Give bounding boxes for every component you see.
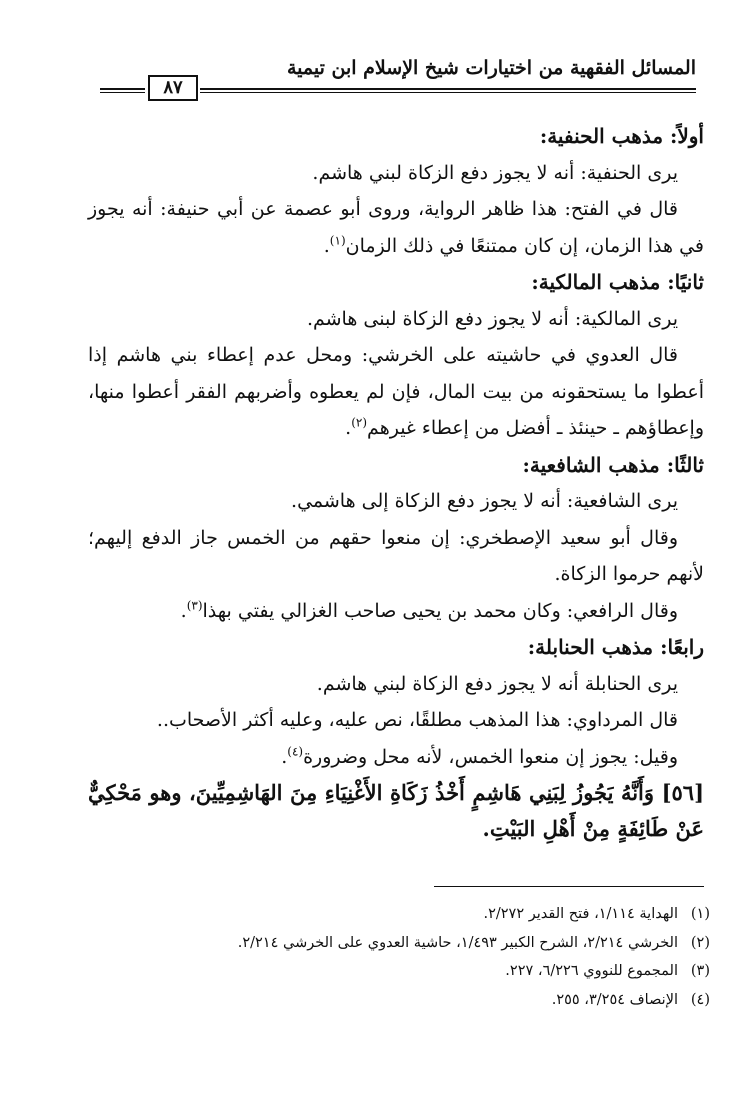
footnote-ref: (٢) [351, 415, 368, 430]
section-heading-maliki: ثانيًا: مذهب المالكية: [531, 270, 704, 294]
paragraph: وقال الرافعي: وكان محمد بن يحيى صاحب الغزالي يفتي بهذا$^{(٣)}$. [180, 598, 678, 622]
header-rule [200, 88, 696, 93]
issue-statement [88, 775, 704, 847]
page-body [88, 118, 704, 847]
page-number: ٨٧ [148, 75, 198, 101]
footnote: (١)الهداية ١/١١٤، فتح القدير ٢/٢٧٢. [483, 906, 710, 922]
running-header-title: المسائل الفقهية من اختيارات شيخ الإسلام ابن تيمية [286, 57, 696, 79]
footnote: (٢)الخرشي ٢/٢١٤، الشرح الكبير ١/٤٩٣، حاشية العدوي على الخرشي ٢/٢١٤. [237, 934, 710, 951]
footnotes [100, 900, 710, 1014]
paragraph: قال في الفتح: هذا ظاهر الرواية، وروى أبو عصمة عن أبي حنيفة: أنه يجوز في هذا الزمان، إن كان ممتنعًا في ذلك الزمان$^{(١)}$. [88, 198, 704, 257]
paragraph: قال العدوي في حاشيته على الخرشي: ومحل عدم إعطاء بني هاشم إذا أعطوا ما يستحقونه من بيت المال، فإن لم يعطوه وأضربهم الفقر أعطوا منها، وإعطاؤهم ـ حينئذ ـ أفضل من إعطاء غيرهم$^{(٢)}$. [88, 344, 704, 439]
footnote-ref: (٣) [186, 598, 203, 613]
paragraph: يرى الحنابلة أنه لا يجوز دفع الزكاة لبني هاشم. [316, 672, 678, 695]
issue-number: [٥٦] [661, 780, 704, 805]
paragraph: قال المرداوي: هذا المذهب مطلقًا، نص عليه، وعليه أكثر الأصحاب.. [156, 709, 678, 731]
footnote: (٤)الإنصاف ٣/٢٥٤، ٢٥٥. [551, 991, 710, 1008]
paragraph: يرى الشافعية: أنه لا يجوز دفع الزكاة إلى هاشمي. [291, 490, 678, 512]
paragraph: وقيل: يجوز إن منعوا الخمس، لأنه محل وضرورة$^{(٤)}$. [281, 744, 678, 768]
footnote: (٣)المجموع للنووي ٦/٢٢٦، ٢٢٧. [505, 963, 710, 979]
header-rule-short [100, 88, 145, 93]
section-heading-shafii: ثالثًا: مذهب الشافعية: [522, 452, 704, 477]
section-heading-hanafi: أولاً: مذهب الحنفية: [539, 124, 704, 148]
footnote-separator [434, 886, 704, 887]
issue-text: وَأَنَّهُ يَجُوزُ لِبَنِي هَاشِمٍ أَخْذُ زَكَاةِ الأَغْنِيَاءِ مِنَ الهَاشِمِيِّينَ، وهو مَحْكِيٌّ عَنْ طَائِفَةٍ مِنْ أَهْلِ البَيْتِ. [88, 780, 704, 841]
paragraph: وقال أبو سعيد الإصطخري: إن منعوا حقهم من الخمس جاز الدفع إليهم؛ لأنهم حرموا الزكاة. [88, 526, 704, 585]
footnote-ref: (٤) [287, 744, 304, 759]
section-heading-hanbali: رابعًا: مذهب الحنابلة: [527, 635, 704, 659]
footnote-ref: (١) [329, 233, 346, 248]
paragraph: يرى الحنفية: أنه لا يجوز دفع الزكاة لبني هاشم. [312, 161, 678, 184]
paragraph: يرى المالكية: أنه لا يجوز دفع الزكاة لبنى هاشم. [306, 307, 678, 330]
